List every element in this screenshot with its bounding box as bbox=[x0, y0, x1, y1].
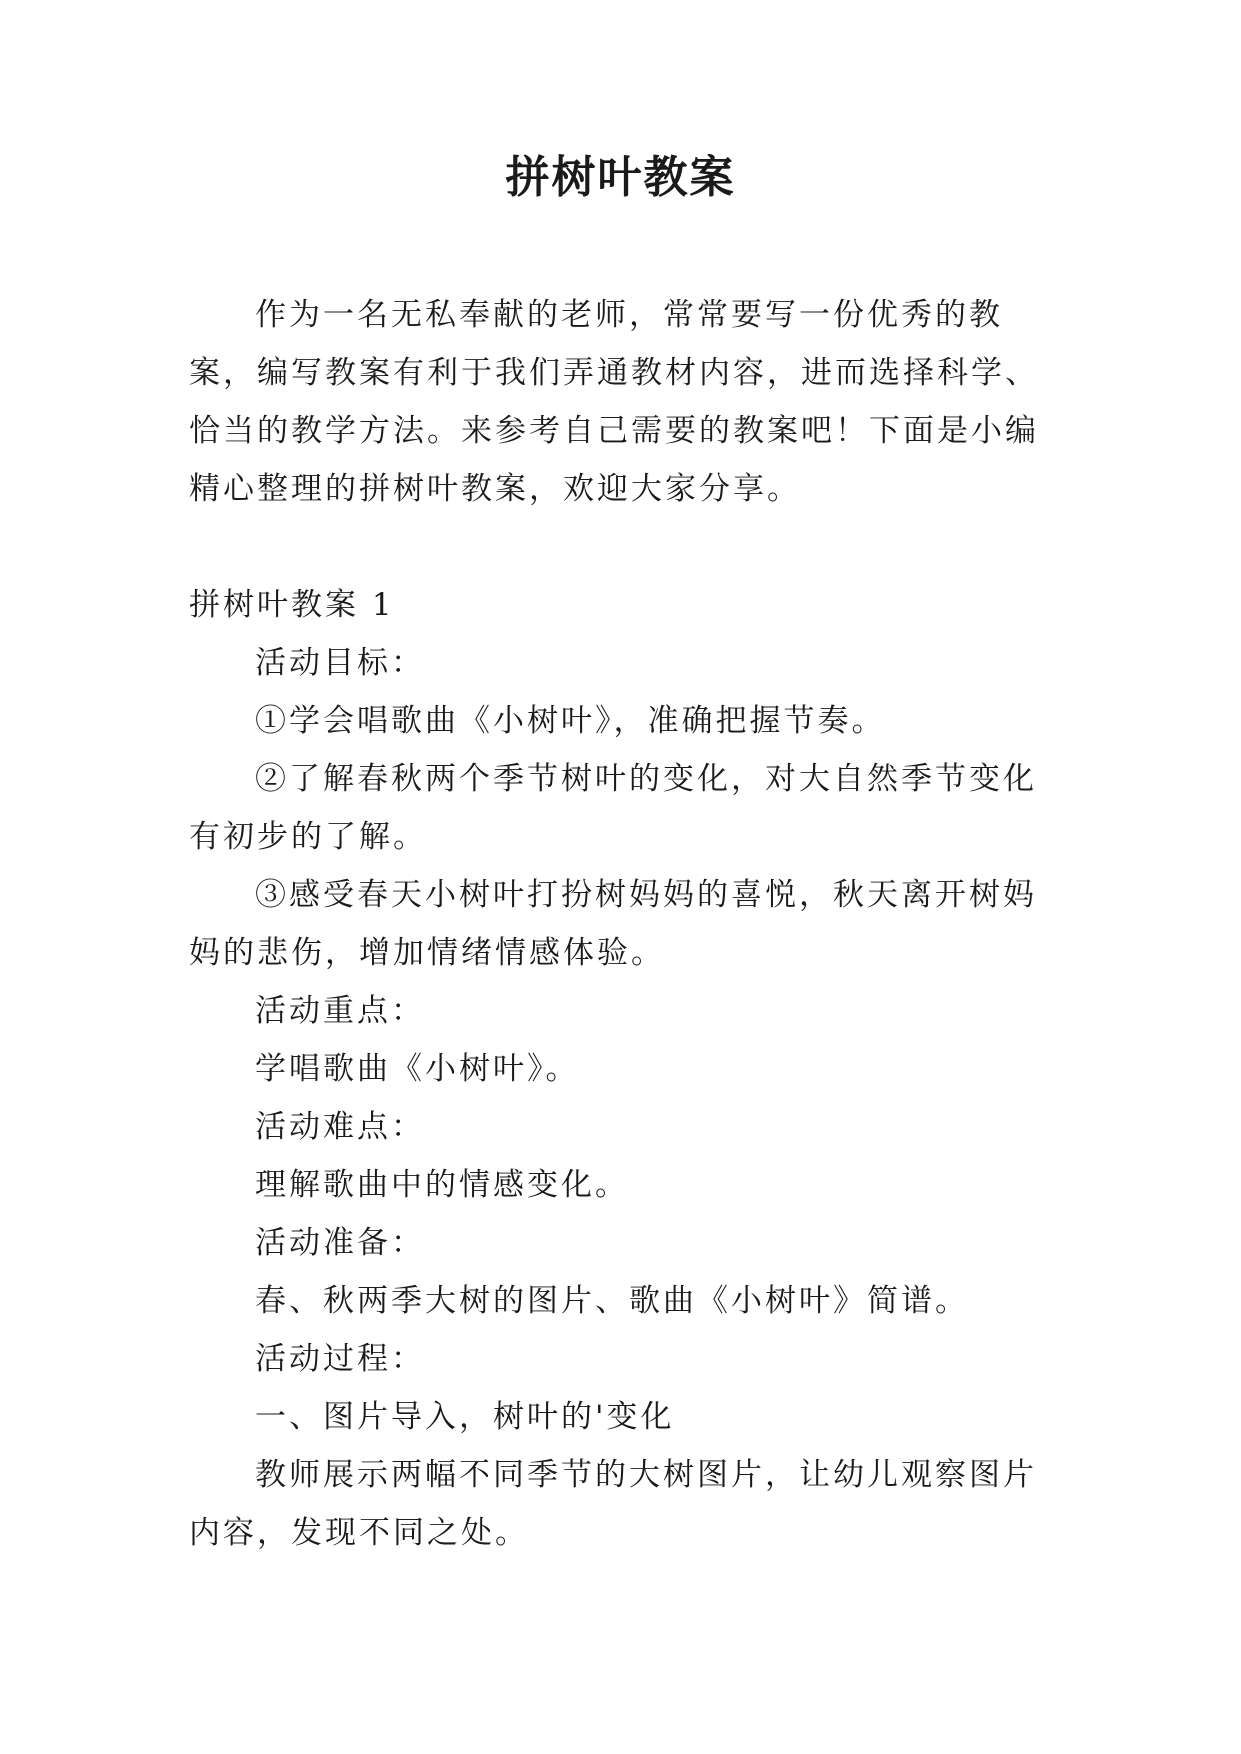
process-step-text: 教师展示两幅不同季节的大树图片，让幼儿观察图片内容，发现不同之处。 bbox=[189, 1457, 1037, 1551]
process-heading: 活动过程： bbox=[255, 1341, 425, 1377]
preparation-text: 春、秋两季大树的图片、歌曲《小树叶》简谱。 bbox=[255, 1283, 969, 1319]
document-title: 拼树叶教案 bbox=[505, 152, 736, 203]
key-point-heading: 活动重点： bbox=[255, 993, 425, 1029]
preparation-heading: 活动准备： bbox=[255, 1225, 425, 1261]
document-body bbox=[189, 286, 1059, 1562]
objective-item: ②了解春秋两个季节树叶的变化，对大自然季节变化有初步的了解。 bbox=[189, 761, 1037, 855]
intro-paragraph: 作为一名无私奉献的老师，常常要写一份优秀的教案，编写教案有利于我们弄通教材内容，进而选择科学、恰当的教学方法。来参考自己需要的教案吧！下面是小编精心整理的拼树叶教案，欢迎大家分享。 bbox=[189, 297, 1039, 507]
process-step-heading: 一、图片导入，树叶的'变化 bbox=[255, 1399, 675, 1435]
objective-item: ①学会唱歌曲《小树叶》，准确把握节奏。 bbox=[255, 703, 886, 739]
key-point-text: 学唱歌曲《小树叶》。 bbox=[255, 1051, 580, 1087]
difficulty-heading: 活动难点： bbox=[255, 1109, 425, 1145]
section-heading: 拼树叶教案 1 bbox=[189, 587, 395, 623]
objectives-heading: 活动目标： bbox=[255, 645, 425, 681]
objective-item: ③感受春天小树叶打扮树妈妈的喜悦，秋天离开树妈妈的悲伤，增加情绪情感体验。 bbox=[189, 877, 1037, 971]
difficulty-text: 理解歌曲中的情感变化。 bbox=[255, 1167, 629, 1203]
paragraph-spacer bbox=[189, 518, 1059, 576]
